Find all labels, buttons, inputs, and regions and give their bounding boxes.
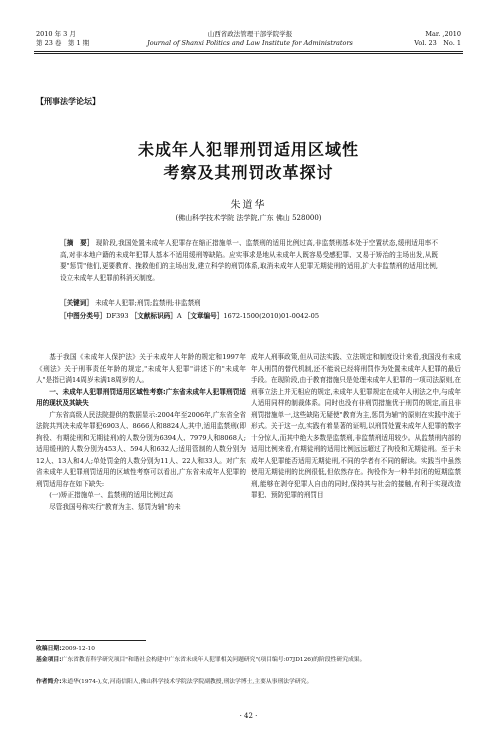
footnote-fund: [36, 656, 461, 665]
doc-code-value: A: [176, 312, 182, 320]
abstract: [60, 238, 438, 284]
footnote-author: [36, 678, 461, 687]
received-date: 2009-12-10: [61, 646, 95, 652]
author-bio-text: 朱道华(1974-),女,河南信阳人,佛山科学技术学院法学院副教授,刑法学博士,主要从事刑法学研究。: [61, 679, 313, 685]
keywords: [60, 298, 438, 309]
subsection-heading: (一)矫正措施单一、监禁刑的适用比例过高: [49, 491, 174, 499]
journal-name-en: Journal of Shanxi Politics and Law Institute for Administrators: [147, 39, 353, 47]
body-column-right: [251, 352, 461, 502]
article-title-line-1: 未成年人犯罪刑罚适用区域性: [137, 140, 359, 159]
fund-text: 广东省教育科学研究项目"和谐社会构建中广东省未成年人犯罪相关问题研究"(项目编号:07JD126)的阶段性研究成果。: [61, 657, 366, 663]
clc-value: DF393: [106, 312, 129, 320]
body-paragraph: 尽管我国号称实行"教育为主、惩罚为辅"的未: [49, 502, 181, 511]
page-number: · 42 ·: [239, 712, 258, 720]
classification-codes: [60, 311, 450, 322]
article-number-value: 1672-1500(2010)01-0042-05: [223, 312, 320, 320]
section-label: 【刑事法学论坛】: [36, 97, 100, 106]
author-name: 朱道华: [230, 200, 267, 211]
journal-date-volume: [36, 30, 89, 48]
header-rule-thin: [34, 53, 463, 54]
section-heading: 一、未成年人犯罪刑罚适用区域性考察:广东省未成年人犯罪刑罚适用的现状及其缺失: [36, 387, 246, 407]
article-title-line-2: 考察及其刑罚改革探讨: [163, 163, 334, 182]
abstract-label: ［摘 要］: [60, 239, 94, 247]
keywords-text: 未成年人犯罪;刑罚;监禁刑;非监禁刑: [95, 299, 201, 307]
issue-date-en: Mar. ,2010: [425, 30, 461, 38]
clc-label: ［中图分类号］: [60, 312, 107, 320]
footnote-received: [36, 645, 461, 654]
body-paragraph: 成年人刑事政策,但从司法实践、立法规定和制度设计来看,我国没有未成年人刑罚的替代机制,还不能说已经将刑罚作为处置未成年人犯罪的最后手段。在现阶段,由于教育措施只是处理未成年人犯罪的一项司法原则,在刑事立法上并无相应的规定,未成年人犯罪规定在成年人刑法之中,与成年人适用同样的制裁体系。同时也没有非刑罚措施优于刑罚的规定,而且非刑罚措施单一,这些缺陷无疑使"教育为主,惩罚为辅"的原则在实践中流于形式。关于这一点,实践有着显著的证明,以刑罚处置未成年人犯罪的数字十分惊人,而其中绝大多数是监禁刑,非监禁刑适用较少。从监禁刑内部的适用比例来看,有期徒刑的适用比例远远超过了拘役和无期徒刑。至于未成年人犯罪能否适用无期徒刑,不同的学者有不同的解读。实践当中虽然使用无期徒刑的比例很低,但依然存在。拘役作为一种半封闭的短期监禁刑,能够在剥夺犯罪人自由的同时,保持其与社会的接触,有利于实现改造罪犯、预防犯罪的刑罚目: [251, 353, 461, 499]
header-rule: [34, 51, 463, 52]
author-bio-label: 作者简介:: [36, 679, 62, 685]
body-paragraph: 基于我国《未成年人保护法》关于未成年人年龄的规定和1997年《刑法》关于刑事责任年龄的规定,"未成年人犯罪"讲述下的"未成年人"是指已满14周岁未满18周岁的人。: [36, 353, 246, 384]
keywords-label: ［关键词］: [60, 299, 93, 307]
journal-date-volume-en: [414, 30, 461, 48]
footnote-rule: [36, 640, 146, 641]
issue-date: 2010 年 3 月: [36, 30, 76, 38]
volume-number-en: Vol. 23 No. 1: [414, 39, 461, 47]
abstract-text: 现阶段,我国处置未成年人犯罪存在缩正措施单一、监禁刑的适用比例过高,非监禁刑基本处于空置状态,缓刑适用率不高,对非本地户籍的未成年犯罪人基本不适用缓刑等缺陷。应实事求是地从未成年人既容易受感犯罪、又易于矫治的主场出发,从既要"惩罚"他们,更要教育、挽救他们的主场出发,建立科学的刑罚体系,取消未成年人犯罪无期徒刑的适用,扩大非监禁刑的适用比例,设立未成年人犯罪前科消灭制度。: [60, 239, 438, 282]
body-column-left: [36, 352, 246, 513]
article-number-label: ［文章编号］: [183, 312, 224, 320]
journal-name: [130, 30, 370, 48]
doc-code-label: ［文献标识码］: [130, 312, 177, 320]
received-label: 收稿日期:: [36, 646, 62, 652]
author-affiliation: (佛山科学技术学院 法学院,广东 佛山 528000): [175, 214, 322, 222]
volume-number: 第 23 卷 第 1 期: [36, 39, 90, 47]
body-paragraph: 广东省高级人民法院提供的数据显示:2004年至2006年,广东省全省法院共判决未成年罪犯6903人、8666人和8824人,其中,适用监禁刑(即拘役、有期徒刑和无期徒刑)的人数分别为6394人、7979人和8068人;适用缓刑的人数分别为453人、594人和632人;适用管制的人数分别为12人、13人和4人;单处罚金的人数分别为11人、22人和33人。对广东省未成年人犯罪刑罚适用的区域性考察可以看出,广东省未成年人犯罪的刑罚适用存在如下缺失:: [36, 410, 246, 488]
fund-label: 基金项目:: [36, 657, 62, 663]
journal-name-cn: 山西省政法管理干部学院学报: [207, 30, 293, 38]
